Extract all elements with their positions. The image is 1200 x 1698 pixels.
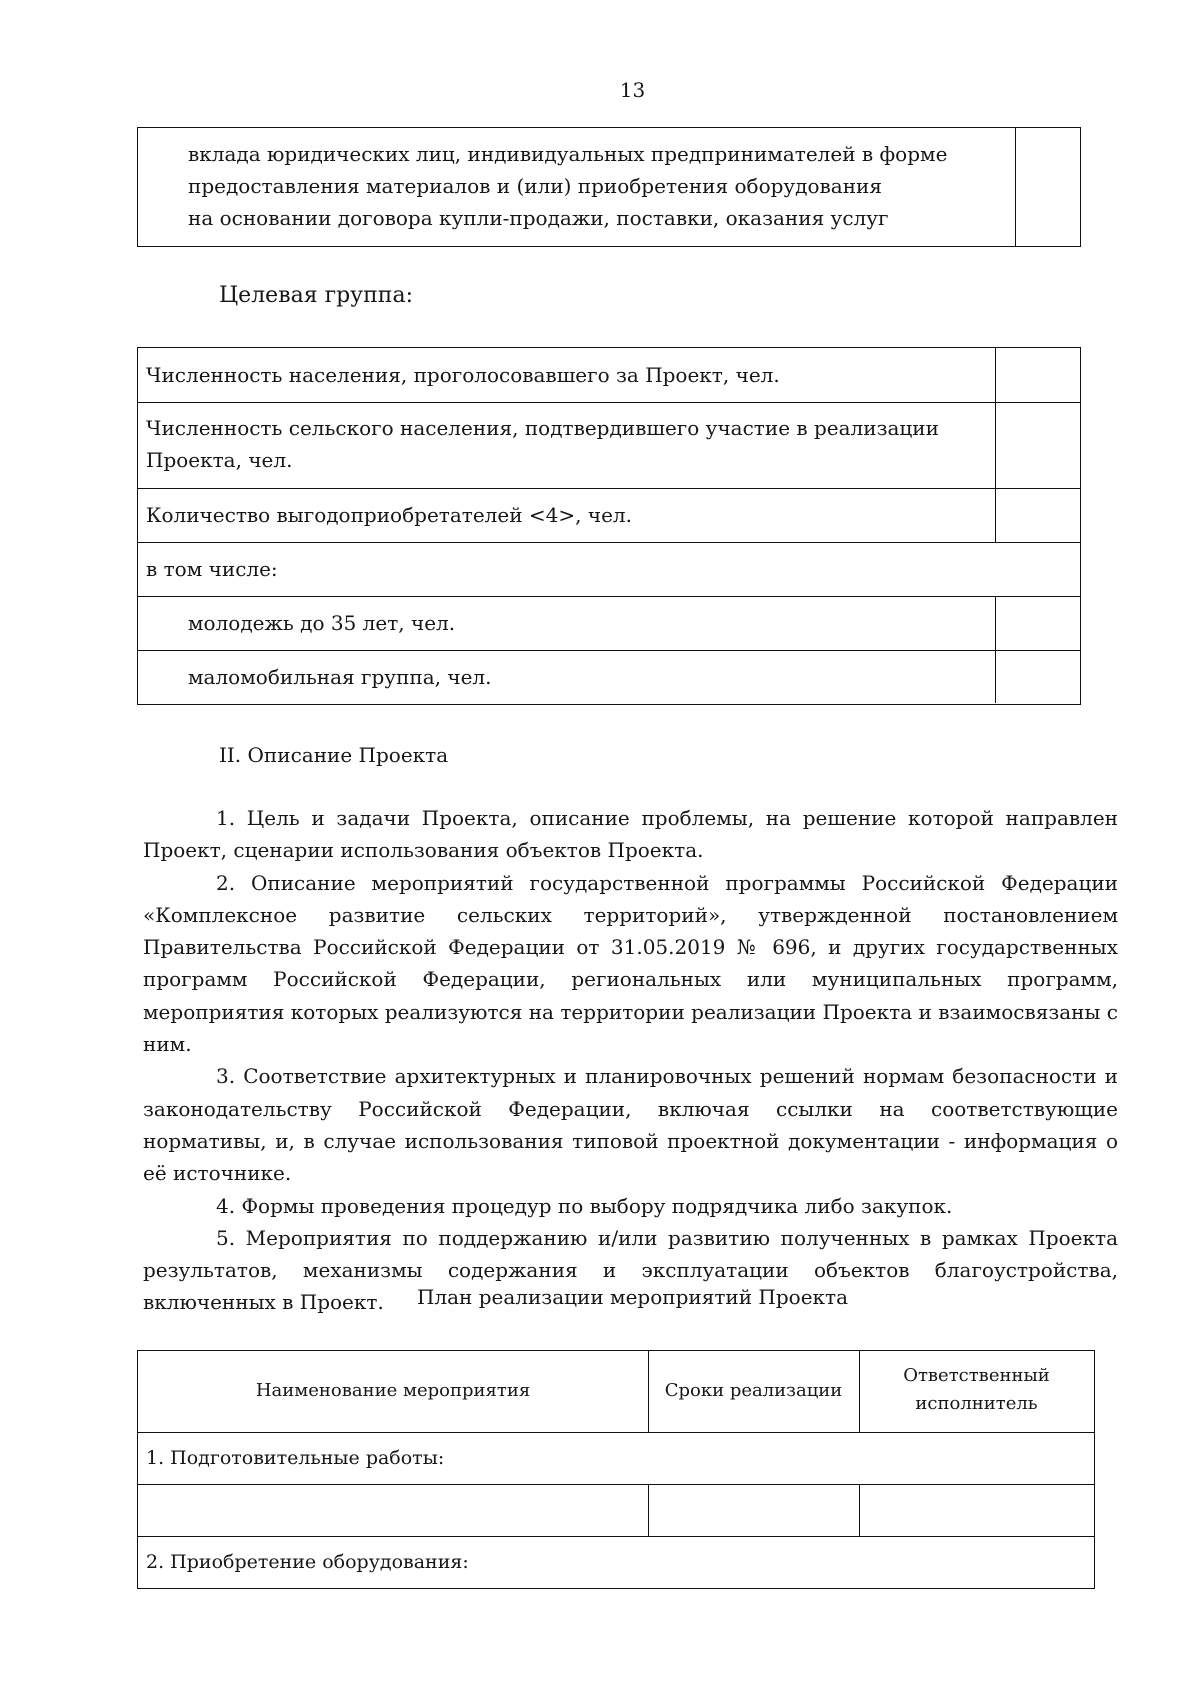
value-cell [995,489,996,542]
row-label: Численность сельского населения, подтвердившего участие в реализации [146,416,939,440]
header-responsible: Ответственный [903,1365,1050,1386]
section-2-body [143,802,1118,1319]
paragraph: 4. Формы проведения процедур по выбору подрядчика либо закупок. [216,1193,953,1218]
table-row [138,1484,1094,1536]
table-row [138,1536,1094,1588]
plan-header-row [138,1351,1094,1432]
row-label: молодежь до 35 лет, чел. [188,611,456,635]
row-label-cont: Проекта, чел. [146,448,293,472]
page-number: 13 [619,78,646,102]
funding-table [137,127,1081,247]
column-divider [648,1485,649,1536]
plan-title: План реализации мероприятий Проекта [416,1285,849,1309]
funding-value-cell [1015,128,1016,246]
header-dates: Сроки реализации [664,1380,843,1401]
row-label: 2. Приобретение оборудования: [146,1551,469,1573]
table-row [138,542,1080,596]
row-label: Численность населения, проголосовавшего за Проект, чел. [146,363,780,387]
paragraph: 1. Цель и задачи Проекта, описание проблемы, на решение которой направлен Проект, сценарии использования объектов Проекта. [143,806,1118,863]
row-label: 1. Подготовительные работы: [146,1447,445,1469]
value-cell [995,597,996,650]
table-row [138,650,1080,703]
paragraph: 3. Соответствие архитектурных и планировочных решений нормам безопасности и законодательству Российской Федерации, включая ссылки на соответствующие нормативы, и, в случае использования типовой проектной документации - информация о её источнике. [143,1064,1118,1186]
header-name: Наименование мероприятия [255,1380,531,1401]
row-label: Количество выгодоприобретателей <4>, чел. [146,503,632,527]
value-cell [995,403,996,488]
section-2-heading: II. Описание Проекта [219,743,449,767]
value-cell [995,348,996,402]
funding-line-2: предоставления материалов и (или) приобретения оборудования [188,174,882,198]
funding-line-3: на основании договора купли-продажи, поставки, оказания услуг [188,206,889,230]
target-group-table [137,347,1081,705]
paragraph: 2. Описание мероприятий государственной программы Российской Федерации «Комплексное развитие сельских территорий», утвержденной постановлением Правительства Российской Федерации от 31.05.2019 № 696, и других государственных программ Российской Федерации, региональных или муниципальных программ, мероприятия которых реализуются на территории реализации Проекта и взаимосвязаны с ним. [143,870,1118,1057]
row-label: в том числе: [146,557,278,581]
paragraph: 5. Мероприятия по поддержанию и/или развитию полученных в рамках Проекта результатов, механизмы содержания и эксплуатации объектов благоустройства, включенных в Проект. [143,1225,1118,1315]
value-cell [995,651,996,703]
table-row [138,348,1080,402]
column-divider [859,1485,860,1536]
plan-table [137,1350,1095,1589]
table-row [138,488,1080,542]
table-row [138,596,1080,650]
table-row [138,1432,1094,1484]
row-label: маломобильная группа, чел. [188,665,492,689]
header-responsible-cont: исполнитель [915,1393,1038,1414]
table-row [138,402,1080,488]
funding-line-1: вклада юридических лиц, индивидуальных предпринимателей в форме [188,142,948,166]
target-group-heading: Целевая группа: [219,283,413,308]
